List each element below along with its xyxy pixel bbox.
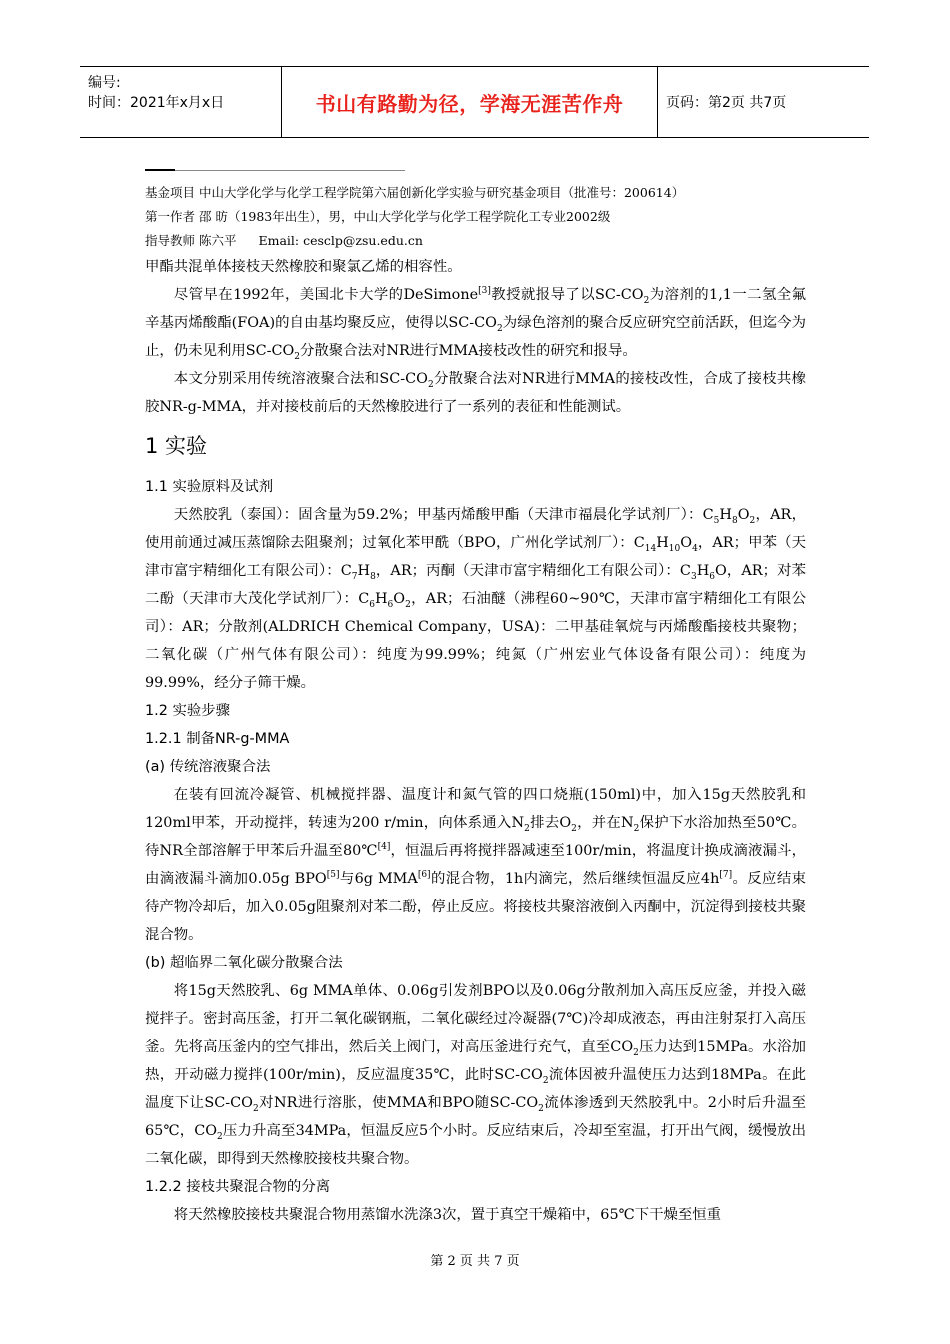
- subscript: 2: [217, 1131, 223, 1142]
- subscript: 2: [643, 295, 650, 306]
- citation-mark: [6]: [417, 870, 431, 881]
- text-run: 分散聚合法对NR进行MMA的接枝改性，合成了接枝共橡胶NR-g-MMA，并对接枝前后的天然橡胶进行了一系列的表征和性能测试。: [145, 371, 806, 415]
- text-run: H: [656, 535, 669, 551]
- subscript: 2: [571, 823, 577, 834]
- section-1-2-2-heading: 1.2.2 接枝共聚混合物的分离: [145, 1179, 331, 1195]
- page-body: [145, 150, 806, 1229]
- subscript: 8: [370, 571, 376, 582]
- section-1-2-heading: 1.2 实验步骤: [145, 703, 231, 719]
- subscript: 2: [405, 599, 411, 610]
- section-1-1-heading: 1.1 实验原料及试剂: [145, 479, 274, 495]
- advisor-email: Email: cesclp@zsu.edu.cn: [258, 233, 423, 248]
- footnote-author: 第一作者 邵 昉（1983年出生），男，中山大学化学与化学工程学院化工专业2002级: [145, 209, 611, 224]
- text-run: 流体因被升温使压力达到18MPa。在此温度下让SC-CO: [145, 1067, 806, 1111]
- intro-paragraph-2: [145, 365, 806, 421]
- subscript: 2: [427, 379, 434, 390]
- method-b-paragraph: [145, 977, 806, 1173]
- subscript: 2: [538, 1103, 544, 1114]
- text-run: 教授就报导了以SC-CO: [490, 287, 644, 303]
- subscript: 2: [294, 351, 301, 362]
- text-run: 分散聚合法对NR进行MMA接枝改性的研究和报导。: [300, 343, 637, 359]
- doc-time-label: 时间：2021年x月x日: [88, 95, 225, 111]
- text-run: 将15g天然胶乳、6g MMA单体、0.06g引发剂BPO以及0.06g分散剂加入高压反应釜，并投入磁搅拌子。密封高压釜，打开二氧化碳钢瓶，二氧化碳经过冷凝器(7℃)冷却成液态，再由注射泵打入高压釜。先将高压釜内的空气排出，然后关上阀门，对高压釜进行充气，直至CO: [145, 983, 806, 1055]
- section-1-2-1-heading: 1.2.1 制备NR-g-MMA: [145, 731, 290, 747]
- footnote-fund: 基金项目 中山大学化学与化学工程学院第六届创新化学实验与研究基金项目（批准号：200614）: [145, 185, 685, 200]
- text-run: 压力升高至34MPa，恒温反应5个小时。反应结束后，冷却至室温，打开出气阀，缓慢放出二氧化碳，即得到天然橡胶接枝共聚合物。: [145, 1123, 806, 1167]
- subscript: 4: [692, 543, 698, 554]
- text-run: 的混合物，1h内滴完，然后继续恒温反应4h: [430, 871, 720, 887]
- footnote-separator: [145, 170, 405, 171]
- text-run: ，AR；甲苯（天津市富宇精细化工有限公司）：C: [145, 535, 806, 579]
- text-run: O，AR；对苯二酚（天津市大茂化学试剂厂）：C: [145, 563, 807, 607]
- method-a-heading: (a) 传统溶液聚合法: [145, 759, 271, 775]
- text-run: 尽管早在1992年，美国北卡大学的DeSimone: [173, 287, 479, 303]
- subscript: 6: [387, 599, 394, 610]
- subscript: 5: [713, 515, 720, 526]
- text-run: 压力达到15MPa。水浴加热，开动磁力搅拌(100r/min)，反应温度35℃，此时SC-CO: [145, 1039, 806, 1083]
- text-run: 为绿色溶剂的聚合反应研究空前活跃，但迄今为止，仍未见利用SC-CO: [145, 315, 806, 359]
- text-run: H: [696, 563, 710, 579]
- citation-mark: [7]: [719, 870, 733, 881]
- header-meta: [80, 67, 282, 137]
- subscript: 2: [524, 823, 530, 834]
- footnote-advisor: [145, 229, 806, 253]
- text-run: 保护下水浴加热至50℃。待NR全部溶解于甲苯后升温至80℃: [145, 815, 806, 859]
- subscript: 6: [369, 599, 375, 610]
- subscript: 2: [496, 323, 503, 334]
- text-run: 。反应结束待产物冷却后，加入0.05g阻聚剂对苯二酚，停止反应。将接枝共聚溶液倒入丙酮中，沉淀得到接枝共聚混合物。: [145, 871, 806, 943]
- subscript: 7: [351, 571, 358, 582]
- separation-paragraph: 将天然橡胶接枝共聚混合物用蒸馏水洗涤3次，置于真空干燥箱中，65℃下干燥至恒重: [173, 1207, 722, 1223]
- method-a-paragraph: [145, 781, 806, 949]
- text-run: O: [393, 591, 406, 607]
- page-header: [80, 66, 869, 138]
- citation-mark: [3]: [478, 286, 491, 297]
- advisor-name: 指导教师 陈六平: [145, 233, 237, 248]
- subscript: 14: [644, 543, 657, 554]
- text-run: ，AR；丙酮（天津市富宇精细化工有限公司）：C: [375, 563, 691, 579]
- text-run: 流体渗透到天然胶乳中。2小时后升温至65℃，CO: [145, 1095, 806, 1139]
- subscript: 8: [731, 515, 738, 526]
- text-run: 本文分别采用传统溶液聚合法和SC-CO: [173, 371, 428, 387]
- text-run: ，并在N: [576, 815, 634, 831]
- text-run: ，AR，使用前通过减压蒸馏除去阻聚剂；过氧化苯甲酰（BPO，广州化学试剂厂）：C: [145, 507, 806, 551]
- method-b-heading: (b) 超临界二氧化碳分散聚合法: [145, 955, 343, 971]
- subscript: 2: [749, 515, 756, 526]
- citation-mark: [4]: [377, 842, 391, 853]
- text-run: ，AR；石油醚（沸程60~90℃，天津市富宇精细化工有限公司）：AR；分散剂(ALDRICH Chemical Company，USA)：二甲基硅氧烷与丙烯酸酯接枝共聚物；二氧化碳（广州气体有限公司）：纯度为99.99%；纯氮（广州宏业气体设备有限公司）：纯度为99.99%，经分子筛干燥。: [145, 591, 807, 691]
- header-motto: 书山有路勤为径，学海无涯苦作舟: [282, 67, 658, 137]
- text-run: 天然胶乳（泰国）：固含量为59.2%；甲基丙烯酸甲酯（天津市福晨化学试剂厂）：C: [173, 507, 714, 523]
- intro-paragraph-0: 甲酯共混单体接枝天然橡胶和聚氯乙烯的相容性。: [145, 259, 462, 275]
- text-run: 在装有回流冷凝管、机械搅拌器、温度计和氮气管的四口烧瓶(150ml)中，加入15g天然胶乳和120ml甲苯，开动搅拌，转速为200 r/min，向体系通入N: [145, 787, 806, 831]
- subscript: 2: [633, 823, 640, 834]
- intro-paragraph-1: [145, 281, 806, 365]
- text-run: 排去O: [529, 815, 572, 831]
- text-run: 为溶剂的1,1一二氢全氟辛基丙烯酸酯(FOA)的自由基均聚反应，使得以SC-CO: [145, 287, 807, 331]
- text-run: H: [719, 507, 732, 523]
- doc-number-label: 编号:: [88, 75, 121, 91]
- subscript: 2: [542, 1075, 549, 1086]
- text-run: O: [680, 535, 693, 551]
- subscript: 2: [252, 1103, 259, 1114]
- subscript: 6: [709, 571, 715, 582]
- citation-mark: [5]: [326, 870, 340, 881]
- section-1-heading: 1 实验: [145, 434, 208, 458]
- materials-paragraph: [145, 501, 806, 697]
- text-run: H: [357, 563, 371, 579]
- header-page-info: 页码：第2页 共7页: [666, 95, 787, 111]
- text-run: O: [737, 507, 750, 523]
- text-run: H: [374, 591, 388, 607]
- page-footer: 第 2 页 共 7 页: [430, 1254, 520, 1269]
- text-run: 与6g MMA: [339, 871, 418, 887]
- text-run: ，恒温后再将搅拌器减速至100r/min，将温度计换成滴液漏斗，由滴液漏斗滴加0.05g BPO: [145, 843, 806, 887]
- subscript: 3: [690, 571, 697, 582]
- subscript: 2: [633, 1047, 639, 1058]
- subscript: 10: [668, 543, 681, 554]
- text-run: 对NR进行溶胀，使MMA和BPO随SC-CO: [258, 1095, 539, 1111]
